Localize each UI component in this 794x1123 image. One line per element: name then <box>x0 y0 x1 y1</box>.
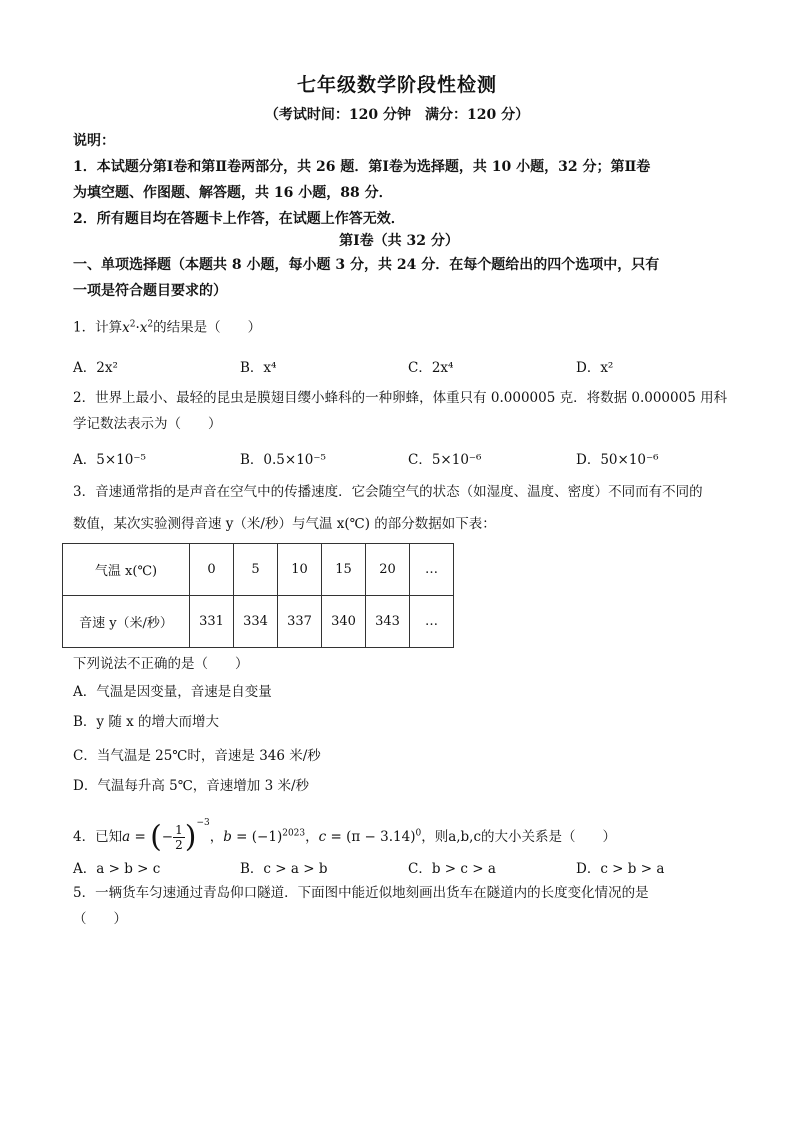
instructions <box>73 128 725 232</box>
table-cell: … <box>410 596 454 648</box>
q4-option-a: A．a > b > c <box>73 861 161 877</box>
table-row-temperature <box>63 544 454 596</box>
q1-options <box>73 356 733 378</box>
section1-title: 第Ⅰ卷（共 32 分） <box>339 233 459 249</box>
q2-line1: 2．世界上最小、最轻的昆虫是膜翅目缨小蜂科的一种卵蜂，体重只有 0.000005 克．将数据 0.000005 用科 <box>73 390 728 406</box>
q1-prefix: 1．计算 <box>73 319 123 336</box>
table-cell: 15 <box>322 544 366 596</box>
question-3 <box>73 476 733 540</box>
part-heading-line2: 一项是符合题目要求的） <box>73 283 227 299</box>
table-cell: … <box>410 544 454 596</box>
q1-option-b: B．x⁴ <box>240 360 277 376</box>
table-row-speed <box>63 596 454 648</box>
q3-option-b: B．y 随 x 的增大而增大 <box>73 714 220 730</box>
table-cell: 334 <box>234 596 278 648</box>
q4-option-d: D．c > b > a <box>576 861 665 877</box>
q3-option-c: C．当气温是 25℃时，音速是 346 米/秒 <box>73 748 321 764</box>
table-cell: 331 <box>190 596 234 648</box>
q3-line2: 数值，某次实验测得音速 y（米/秒）与气温 x(℃) 的部分数据如下表： <box>73 516 496 532</box>
instructions-item1-line2: 为填空题、作图题、解答题，共 16 小题，88 分． <box>73 185 393 201</box>
table-header-temperature: 气温 x(℃) <box>63 544 190 596</box>
instructions-item1-line1: 1．本试题分第Ⅰ卷和第Ⅱ卷两部分，共 26 题．第Ⅰ卷为选择题，共 10 小题，32 分；第Ⅱ卷 <box>73 159 651 175</box>
table-cell: 10 <box>278 544 322 596</box>
question-1 <box>73 311 725 341</box>
question-2 <box>73 385 733 437</box>
q4-options <box>73 857 733 879</box>
table-cell: 5 <box>234 544 278 596</box>
q4-prefix: 4．已知 <box>73 829 123 845</box>
q1-option-c: C．2x⁴ <box>408 360 454 376</box>
q3-stem-and-options <box>73 651 725 801</box>
table-header-speed: 音速 y（米/秒） <box>63 596 190 648</box>
q5-line2: （ ） <box>73 911 127 927</box>
q5-line1: 5．一辆货车匀速通过青岛仰口隧道．下面图中能近似地刻画出货车在隧道内的长度变化情况的是 <box>73 885 649 901</box>
question-5 <box>73 880 733 932</box>
table-cell: 337 <box>278 596 322 648</box>
q4-option-b: B．c > a > b <box>240 861 328 877</box>
instructions-heading: 说明： <box>73 133 115 149</box>
question-4 <box>73 800 733 861</box>
q3-option-d: D．气温每升高 5℃，音速增加 3 米/秒 <box>73 778 310 794</box>
q2-option-a: A．5×10⁻⁵ <box>73 452 146 468</box>
table-cell: 0 <box>190 544 234 596</box>
q1-option-a: A．2x² <box>73 360 118 376</box>
table-cell: 340 <box>322 596 366 648</box>
q3-data-table <box>62 543 454 648</box>
q1-option-d: D．x² <box>576 360 614 376</box>
exam-subtitle: （考试时间：120 分钟 满分：120 分） <box>264 107 530 123</box>
q3-stem: 下列说法不正确的是（ ） <box>73 656 249 672</box>
q4-option-c: C．b > c > a <box>408 861 496 877</box>
q1-expression: $x^2\cdot x^2$ <box>122 319 154 336</box>
table-cell: 343 <box>366 596 410 648</box>
q3-line1: 3．音速通常指的是声音在空气中的传播速度．它会随空气的状态（如湿度、温度、密度）不同而有不同的 <box>73 484 703 500</box>
q2-option-d: D．50×10⁻⁶ <box>576 452 659 468</box>
table-cell: 20 <box>366 544 410 596</box>
q1-suffix: 的结果是（ ） <box>153 319 262 336</box>
q2-line2: 学记数法表示为（ ） <box>73 416 222 432</box>
q3-option-a: A．气温是因变量，音速是自变量 <box>73 684 272 700</box>
section1-part-heading <box>73 252 725 304</box>
q4-expression: a = (− $\frac{1}{2}$ )$^{-3}$，$b = (-1)^{2023}$，$c = (\pi - 3.14)^0$ <box>122 818 422 855</box>
exam-title: 七年级数学阶段性检测 <box>296 74 497 96</box>
q4-suffix: ，则a,b,c的大小关系是（ ） <box>421 829 617 845</box>
instructions-item2: 2．所有题目均在答题卡上作答，在试题上作答无效． <box>73 211 405 227</box>
q2-option-b: B．0.5×10⁻⁵ <box>240 452 326 468</box>
q2-options <box>73 448 733 470</box>
q2-option-c: C．5×10⁻⁶ <box>408 452 482 468</box>
part-heading-line1: 一、单项选择题（本题共 8 小题，每小题 3 分，共 24 分．在每个题给出的四个选项中，只有 <box>73 257 660 273</box>
